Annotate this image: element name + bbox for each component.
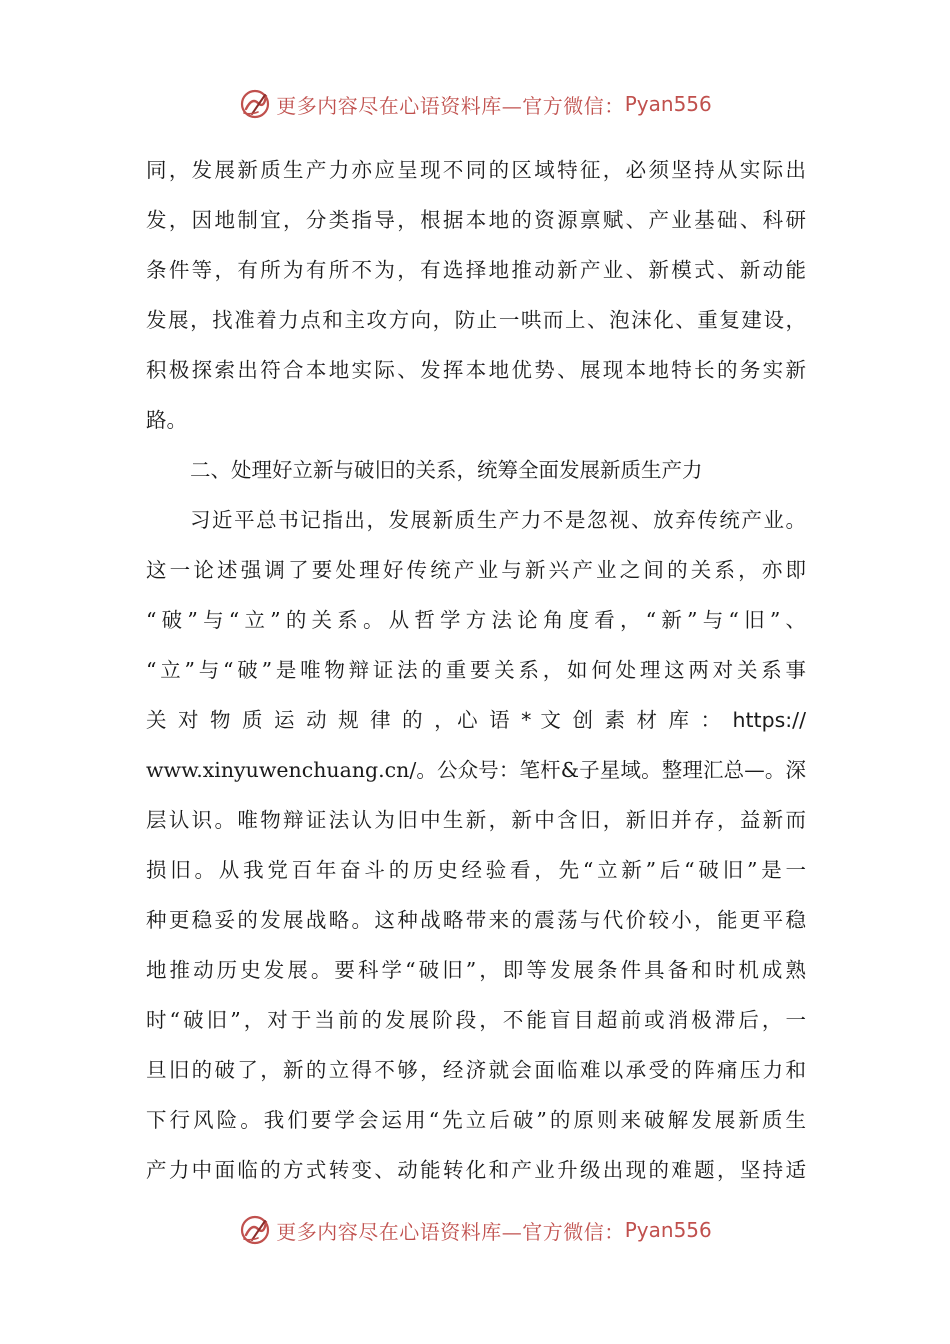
pen-signature-logo-icon	[238, 87, 272, 121]
text-line: 习近平总书记指出，发展新质生产力不是忽视、放弃传统产业。	[190, 508, 806, 532]
text-line: 发，因地制宜，分类指导，根据本地的资源禀赋、产业基础、科研	[146, 208, 806, 232]
footer-watermark-banner	[0, 1206, 950, 1254]
text-line: 旦旧的破了，新的立得不够，经济就会面临难以承受的阵痛压力和	[146, 1058, 806, 1082]
footer-watermark-id: Pyan556	[624, 1218, 712, 1242]
text-line: “立”与“破”是唯物辩证法的重要关系，如何处理这两对关系事	[146, 658, 806, 682]
footer-watermark-text: 更多内容尽在心语资料库—官方微信：	[276, 1219, 625, 1244]
text-line: 下行风险。我们要学会运用“先立后破”的原则来破解发展新质生	[146, 1108, 806, 1132]
text-line-with-url: 关 对 物 质 运 动 规 律 的 ，心 语 * 文 创 素 材 库 ： https://	[146, 708, 806, 732]
header-watermark-id: Pyan556	[624, 92, 712, 116]
text-line: “破”与“立”的关系。从哲学方法论角度看，“新”与“旧”、	[146, 608, 806, 632]
document-body	[146, 145, 806, 1195]
text-line: 条件等，有所为有所不为，有选择地推动新产业、新模式、新动能	[146, 258, 806, 282]
text-line: 损旧。从我党百年奋斗的历史经验看，先“立新”后“破旧”是一	[146, 858, 806, 882]
text-line: 产力中面临的方式转变、动能转化和产业升级出现的难题，坚持适	[146, 1158, 806, 1182]
text-line: 地推动历史发展。要科学“破旧”，即等发展条件具备和时机成熟	[146, 958, 806, 982]
text-line: 路。	[146, 408, 187, 432]
text-line: 种更稳妥的发展战略。这种战略带来的震荡与代价较小，能更平稳	[146, 908, 806, 932]
text-line-with-url: www.xinyuwenchuang.cn/。公众号：笔杆&子星域。整理汇总—。深	[146, 758, 806, 782]
text-line: 同，发展新质生产力亦应呈现不同的区域特征，必须坚持从实际出	[146, 158, 806, 182]
text-line: 积极探索出符合本地实际、发挥本地优势、展现本地特长的务实新	[146, 358, 806, 382]
header-watermark-banner	[0, 80, 950, 128]
text-line: 层认识。唯物辩证法认为旧中生新，新中含旧，新旧并存，益新而	[146, 808, 806, 832]
header-watermark-text: 更多内容尽在心语资料库—官方微信：	[276, 93, 625, 118]
pen-signature-logo-icon	[238, 1213, 272, 1247]
section-heading: 二、处理好立新与破旧的关系，统筹全面发展新质生产力	[190, 458, 703, 482]
text-line: 发展，找准着力点和主攻方向，防止一哄而上、泡沫化、重复建设，	[146, 308, 806, 332]
text-line: 这一论述强调了要处理好传统产业与新兴产业之间的关系，亦即	[146, 558, 806, 582]
text-line: 时“破旧”，对于当前的发展阶段，不能盲目超前或消极滞后，一	[146, 1008, 806, 1032]
